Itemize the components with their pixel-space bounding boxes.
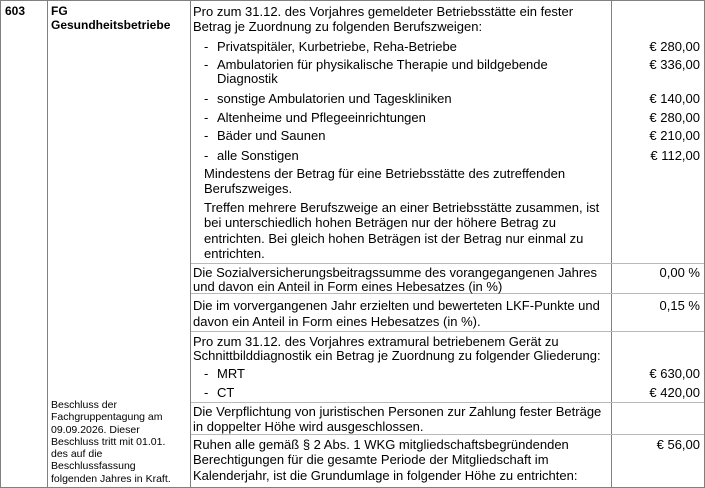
item-dash: - (204, 110, 209, 125)
row-separator (191, 434, 704, 435)
social-amount: 0,00 % (659, 265, 700, 280)
device-dash: - (204, 366, 209, 381)
item-label: alle Sonstigen (217, 148, 299, 163)
note-line: Beschluss tritt mit 01.01. (51, 435, 166, 448)
note-line: 09.09.2026. Dieser (51, 423, 140, 436)
note-line: Beschluss der (51, 399, 117, 411)
row-separator (191, 263, 704, 264)
intro-text: Betrag je Zuordnung zu folgenden Berufszweigen: (193, 19, 483, 34)
minimum-text: Mindestens der Betrag für eine Betriebsstätte des zutreffenden (204, 166, 566, 181)
item-dash: - (204, 148, 209, 163)
item-dash: - (204, 128, 209, 143)
device-dash: - (204, 385, 209, 400)
item-label: sonstige Ambulatorien und Tageskliniken (217, 91, 452, 106)
column-divider (611, 1, 612, 487)
intro-text: Pro zum 31.12. des Vorjahres gemeldeter Betriebsstätte ein fester (193, 4, 574, 19)
item-label: Ambulatorien für physikalische Therapie und bildgebende (217, 57, 548, 72)
lkf-text: Die im vorvergangenen Jahr erzielten und bewerteten LKF-Punkte und (193, 298, 600, 313)
multiple-text: entrichten. (204, 246, 265, 261)
item-label: Bäder und Saunen (217, 128, 326, 143)
multiple-text: bei unterschiedlich hohen Beträgen nur der höhere Betrag zu (204, 215, 556, 230)
note-line: des auf die (51, 448, 103, 461)
device-amount: € 420,00 (649, 385, 700, 400)
device-label: CT (217, 385, 235, 400)
item-label: Diagnostik (217, 71, 278, 86)
item-amount: € 280,00 (649, 110, 700, 125)
note-line: Beschlussfassung (51, 460, 136, 473)
item-amount: € 140,00 (649, 91, 700, 106)
item-amount: € 210,00 (649, 128, 700, 143)
minimum-text: Berufszweiges. (204, 181, 293, 196)
item-label: Privatspitäler, Kurbetriebe, Reha-Betriebe (217, 39, 457, 54)
legal-text: Die Verpflichtung von juristischen Personen zur Zahlung fester Beträge (193, 404, 602, 419)
base-text: Berechtigungen für die gesamte Periode der Mitgliedschaft im (193, 452, 549, 467)
item-amount: € 112,00 (650, 148, 700, 163)
column-divider (47, 1, 48, 487)
base-text: Kalenderjahr, ist die Grundumlage in folgender Höhe zu entrichten: (193, 468, 578, 483)
device-intro-text: Schnittbilddiagnostik ein Betrag je Zuordnung zu folgender Gliederung: (193, 348, 601, 363)
item-dash: - (204, 57, 209, 72)
legal-text: in doppelter Höhe wird ausgeschlossen. (193, 419, 424, 434)
item-dash: - (204, 91, 209, 106)
item-dash: - (204, 39, 209, 54)
group-name-line: FG (51, 4, 68, 18)
social-text: und davon ein Anteil in Form eines Hebesatzes (in %) (193, 279, 503, 294)
device-intro-text: Pro zum 31.12. des Vorjahres extramural betriebenem Gerät zu (193, 334, 559, 349)
note-line: Fachgruppentagung am (51, 411, 163, 424)
resolution-note (51, 399, 187, 485)
row-number: 603 (5, 4, 26, 18)
device-label: MRT (217, 366, 245, 381)
row-separator (191, 331, 704, 332)
device-amount: € 630,00 (649, 366, 700, 381)
group-name-line: Gesundheitsbetriebe (51, 18, 171, 32)
row-separator (191, 402, 704, 403)
item-amount: € 280,00 (649, 39, 700, 54)
item-label: Altenheime und Pflegeeinrichtungen (217, 110, 426, 125)
base-amount: € 56,00 (656, 437, 700, 452)
column-divider (190, 1, 191, 487)
lkf-text: davon ein Anteil in Form eines Hebesatzes (in %). (193, 314, 481, 329)
note-line: folgenden Jahres in Kraft. (51, 472, 171, 485)
social-text: Die Sozialversicherungsbeitragssumme des vorangegangenen Jahres (193, 265, 597, 280)
lkf-amount: 0,15 % (659, 298, 700, 313)
item-amount: € 336,00 (649, 57, 700, 72)
multiple-text: entrichten. Bei gleich hohen Beträgen ist der Betrag nur einmal zu (204, 231, 584, 246)
multiple-text: Treffen mehrere Berufszweige an einer Betriebsstätte zusammen, ist (204, 200, 600, 215)
group-name (51, 4, 189, 32)
base-text: Ruhen alle gemäß § 2 Abs. 1 WKG mitgliedschaftsbegründenden (193, 437, 569, 452)
